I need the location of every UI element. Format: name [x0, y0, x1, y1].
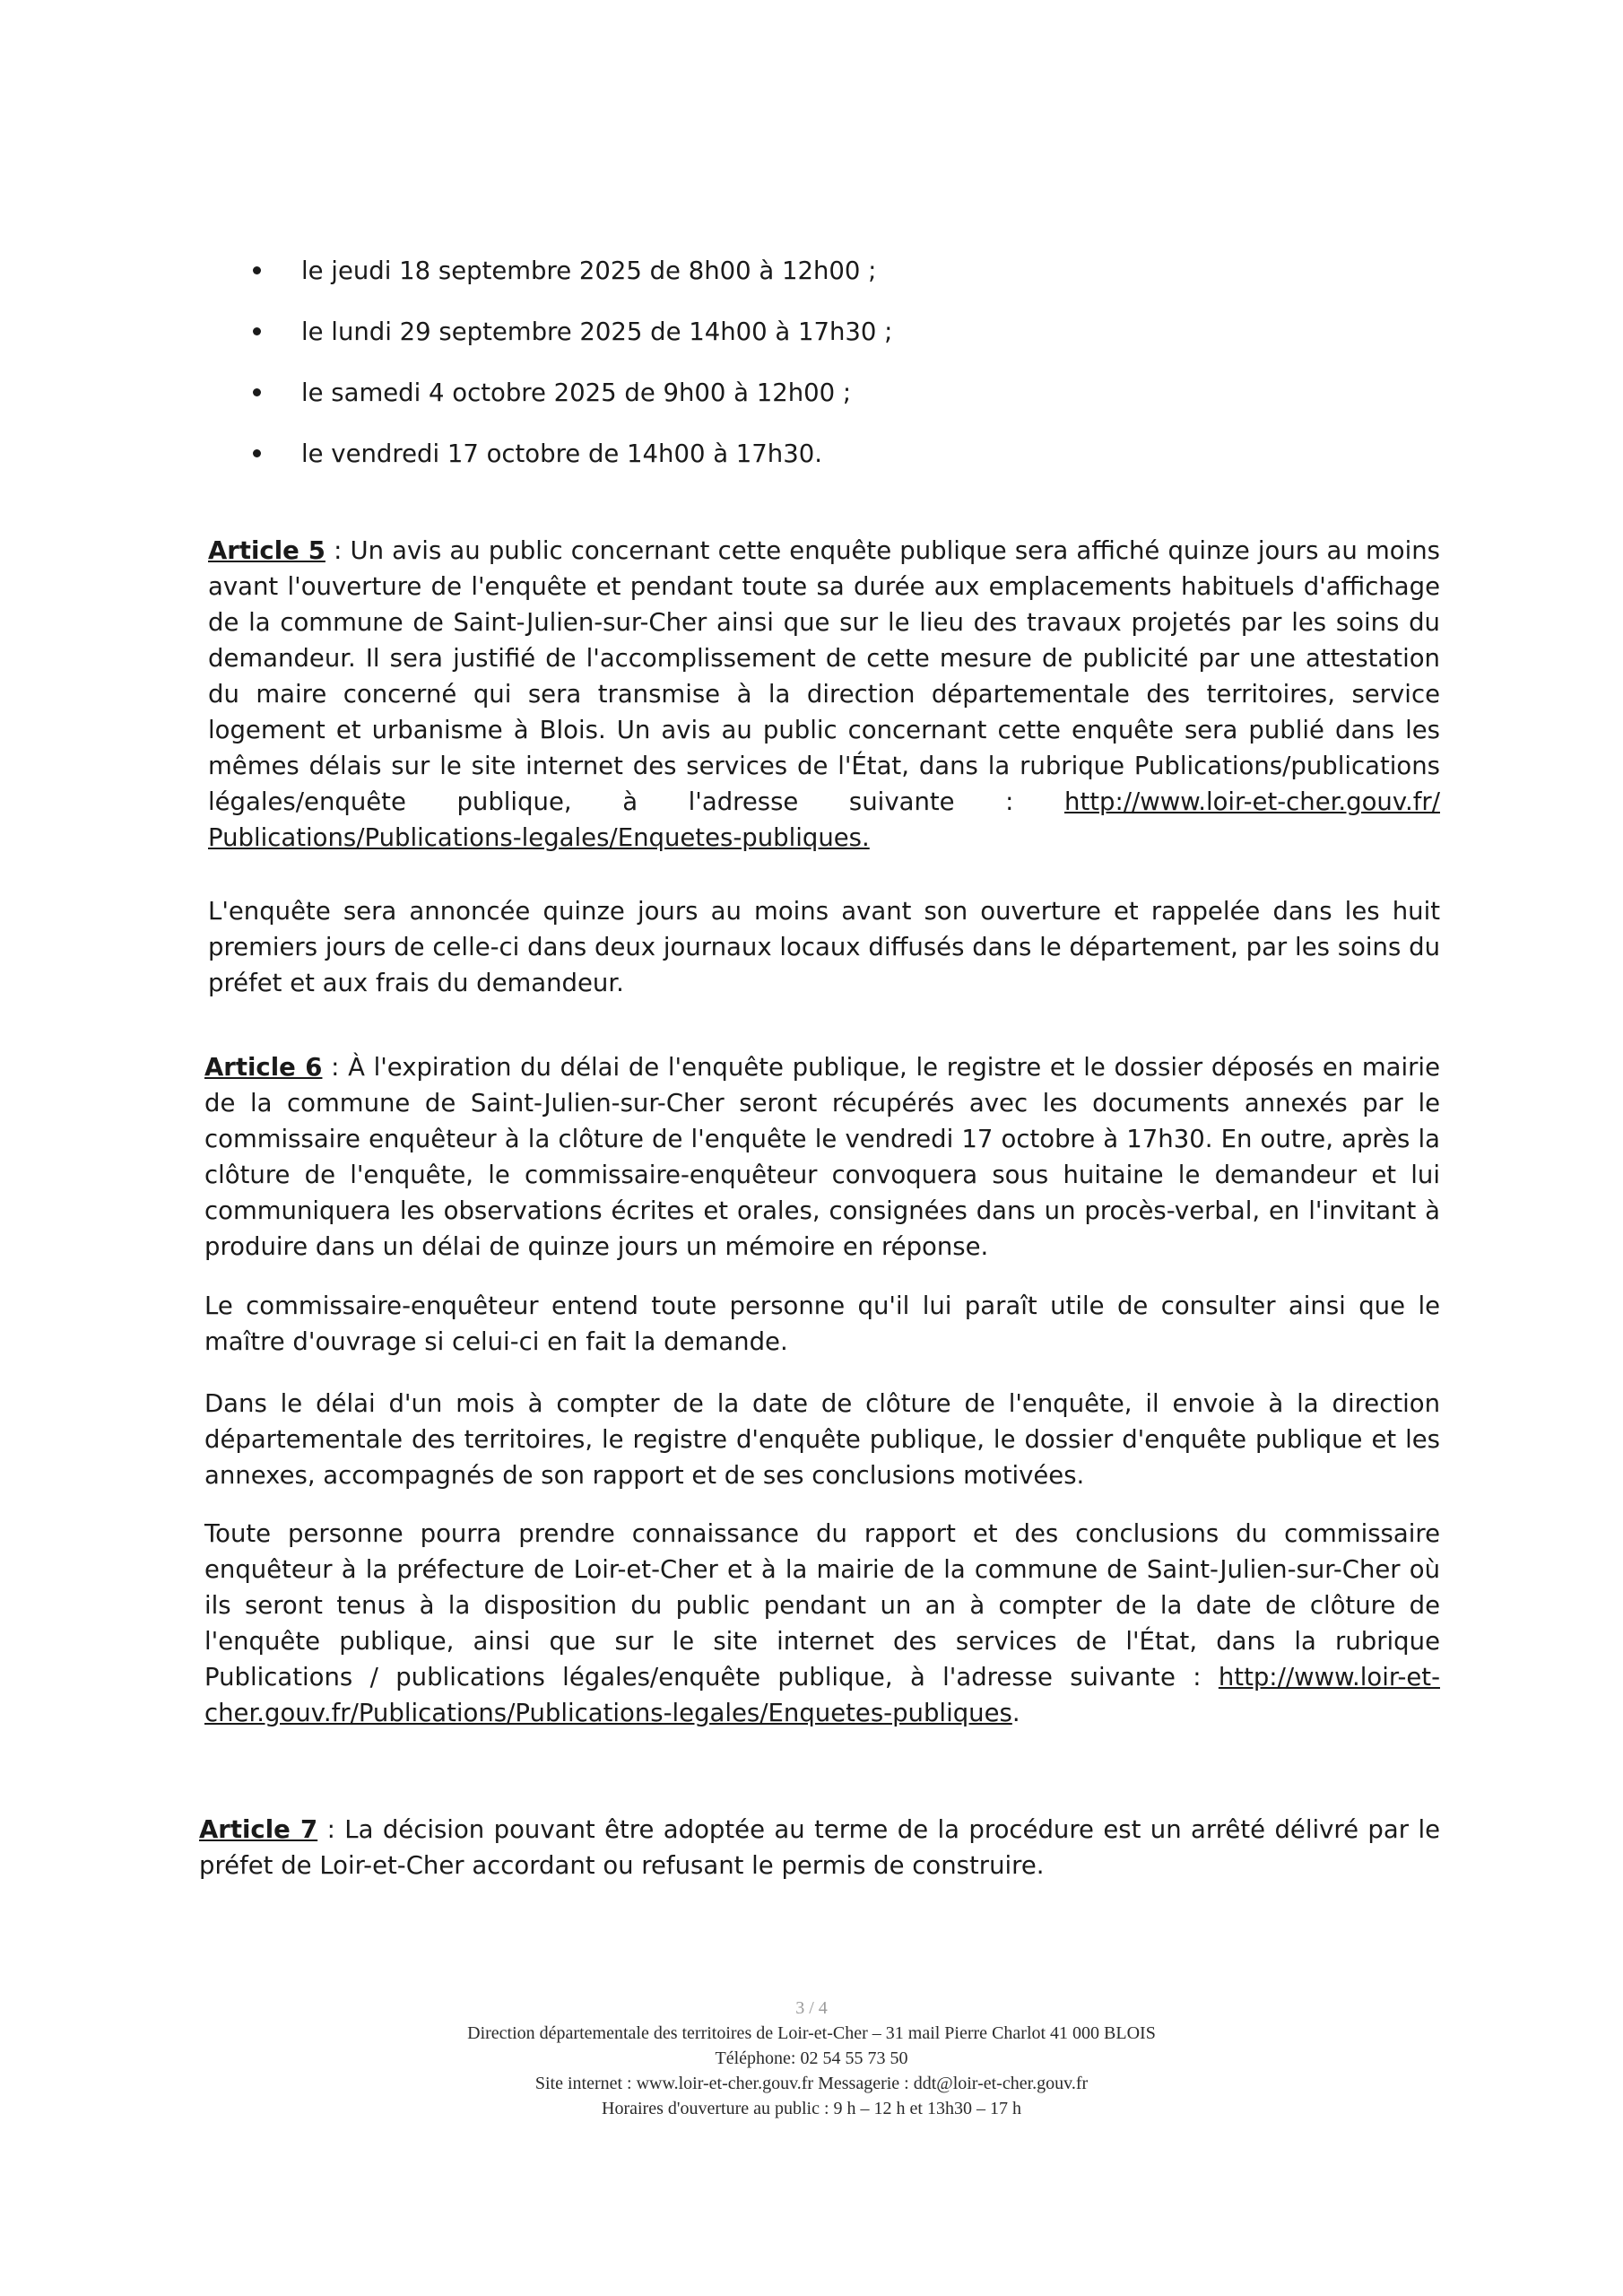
page-footer: [363, 1996, 1260, 2121]
footer-contact: Site internet : www.loir-et-cher.gouv.fr Messagerie : ddt@loir-et-cher.gouv.fr: [534, 2074, 1089, 2093]
publications-link[interactable]: http://www.loir-et-cher.gouv.fr/ Publications/Publications-legales/Enquetes-publiques.: [208, 787, 1440, 852]
article-6-deadline: Dans le délai d'un mois à compter de la date de clôture de l'enquête, il envoie à la direction départementale des territoires, le registre d'enquête publique, le dossier d'enquête publique et les annexes, accompagnés de son rapport et de ses conclusions motivées.: [204, 1389, 1440, 1490]
footer-phone: Téléphone: 02 54 55 73 50: [715, 2048, 908, 2068]
schedule-list: [251, 249, 1058, 493]
page-number: 3 / 4: [795, 1998, 828, 2018]
article-6-text: À l'expiration du délai de l'enquête publique, le registre et le dossier déposés en mairie de la commune de Saint-Julien-sur-Cher seront récupérés avec les documents annexés par le commissaire enquêteur à la clôture de l'enquête le vendredi 17 octobre à 17h30. En outre, après la clôture de l'enquête, le commissaire-enquêteur convoquera sous huitaine le demandeur et lui communiquera les observations écrites et orales, consignées dans un procès-verbal, en l'invitant à produire dans un délai de quinze jours un mémoire en réponse.: [204, 1053, 1440, 1261]
article-6-paragraph: Article 6 : À l'expiration du délai de l'enquête publique, le registre et le dossier déposés en mairie de la commune de Saint-Julien-sur-Cher seront récupérés avec les documents annexés par le commissaire enquêteur à la clôture de l'enquête le vendredi 17 octobre à 17h30. En outre, après la clôture de l'enquête, le commissaire-enquêteur convoquera sous huitaine le demandeur et lui communiquera les observations écrites et orales, consignées dans un procès-verbal, en l'invitant à produire dans un délai de quinze jours un mémoire en réponse.: [204, 1053, 1440, 1261]
list-item: le samedi 4 octobre 2025 de 9h00 à 12h00 ;: [251, 371, 1058, 432]
article-6-consultation: Toute personne pourra prendre connaissance du rapport et des conclusions du commissaire enquêteur à la préfecture de Loir-et-Cher et à la mairie de la commune de Saint-Julien-sur-Cher où ils seront tenus à la disposition du public pendant un an à compter de la date de clôture de l'enquête publique, ainsi que sur le site internet des services de l'État, dans la rubrique Publications / publications légales/enquête publique, à l'adresse suivante : http://www.loir-et-cher.gouv.fr/Publications/Publications-legales/Enquetes-publiques.: [204, 1519, 1440, 1727]
article-7-paragraph: Article 7 : La décision pouvant être adoptée au terme de la procédure est un arrêté délivré par le préfet de Loir-et-Cher accordant ou refusant le permis de construire.: [199, 1815, 1440, 1880]
bullet-icon: [253, 266, 261, 274]
article-5-announcement: L'enquête sera annoncée quinze jours au moins avant son ouverture et rappelée dans les huit premiers jours de celle-ci dans deux journaux locaux diffusés dans le département, par les soins du préfet et aux frais du demandeur.: [208, 897, 1440, 997]
footer-address: Direction départementale des territoires de Loir-et-Cher – 31 mail Pierre Charlot 41 000 BLOIS: [467, 2023, 1156, 2043]
list-item: le jeudi 18 septembre 2025 de 8h00 à 12h00 ;: [251, 249, 1058, 310]
list-item: le lundi 29 septembre 2025 de 14h00 à 17h30 ;: [251, 310, 1058, 371]
article-5-heading: Article 5: [208, 536, 325, 565]
article-5-text: Un avis au public concernant cette enquête publique sera affiché quinze jours au moins avant l'ouverture de l'enquête et pendant toute sa durée aux emplacements habituels d'affichage de la commune de Saint-Julien-sur-Cher ainsi que sur le lieu des travaux projetés par les soins du demandeur. Il sera justifié de l'accomplissement de cette mesure de publicité par une attestation du maire concerné qui sera transmise à la direction départementale des territoires, service logement et urbanisme à Blois. Un avis au public concernant cette enquête sera publié dans les mêmes délais sur le site internet des services de l'État, dans la rubrique Publications/publications légales/enquête publique, à l'adresse suivante :: [208, 536, 1440, 816]
publications-link-2[interactable]: http://www.loir-et-cher.gouv.fr/Publications/Publications-legales/Enquetes-publiques: [204, 1663, 1440, 1727]
bullet-icon: [253, 449, 261, 457]
article-6-heading: Article 6: [204, 1053, 323, 1082]
footer-hours: Horaires d'ouverture au public : 9 h – 12 h et 13h30 – 17 h: [602, 2099, 1021, 2118]
bullet-icon: [253, 327, 261, 335]
article-5-paragraph: Article 5 : Un avis au public concernant cette enquête publique sera affiché quinze jours au moins avant l'ouverture de l'enquête et pendant toute sa durée aux emplacements habituels d'affichage de la commune de Saint-Julien-sur-Cher ainsi que sur le lieu des travaux projetés par les soins du demandeur. Il sera justifié de l'accomplissement de cette mesure de publicité par une attestation du maire concerné qui sera transmise à la direction départementale des territoires, service logement et urbanisme à Blois. Un avis au public concernant cette enquête sera publié dans les mêmes délais sur le site internet des services de l'État, dans la rubrique Publications/publications légales/enquête publique, à l'adresse suivante : http://www.loir-et-cher.gouv.fr/ Publications/Publications-legales/Enquetes-publiques.: [208, 536, 1440, 852]
article-6-commissioner: Le commissaire-enquêteur entend toute personne qu'il lui paraît utile de consulter ainsi que le maître d'ouvrage si celui-ci en fait la demande.: [204, 1292, 1440, 1356]
article-7-heading: Article 7: [199, 1815, 318, 1844]
list-item: le vendredi 17 octobre de 14h00 à 17h30.: [251, 432, 1058, 493]
article-7-text: La décision pouvant être adoptée au terme de la procédure est un arrêté délivré par le préfet de Loir-et-Cher accordant ou refusant le permis de construire.: [199, 1815, 1440, 1880]
bullet-icon: [253, 388, 261, 396]
